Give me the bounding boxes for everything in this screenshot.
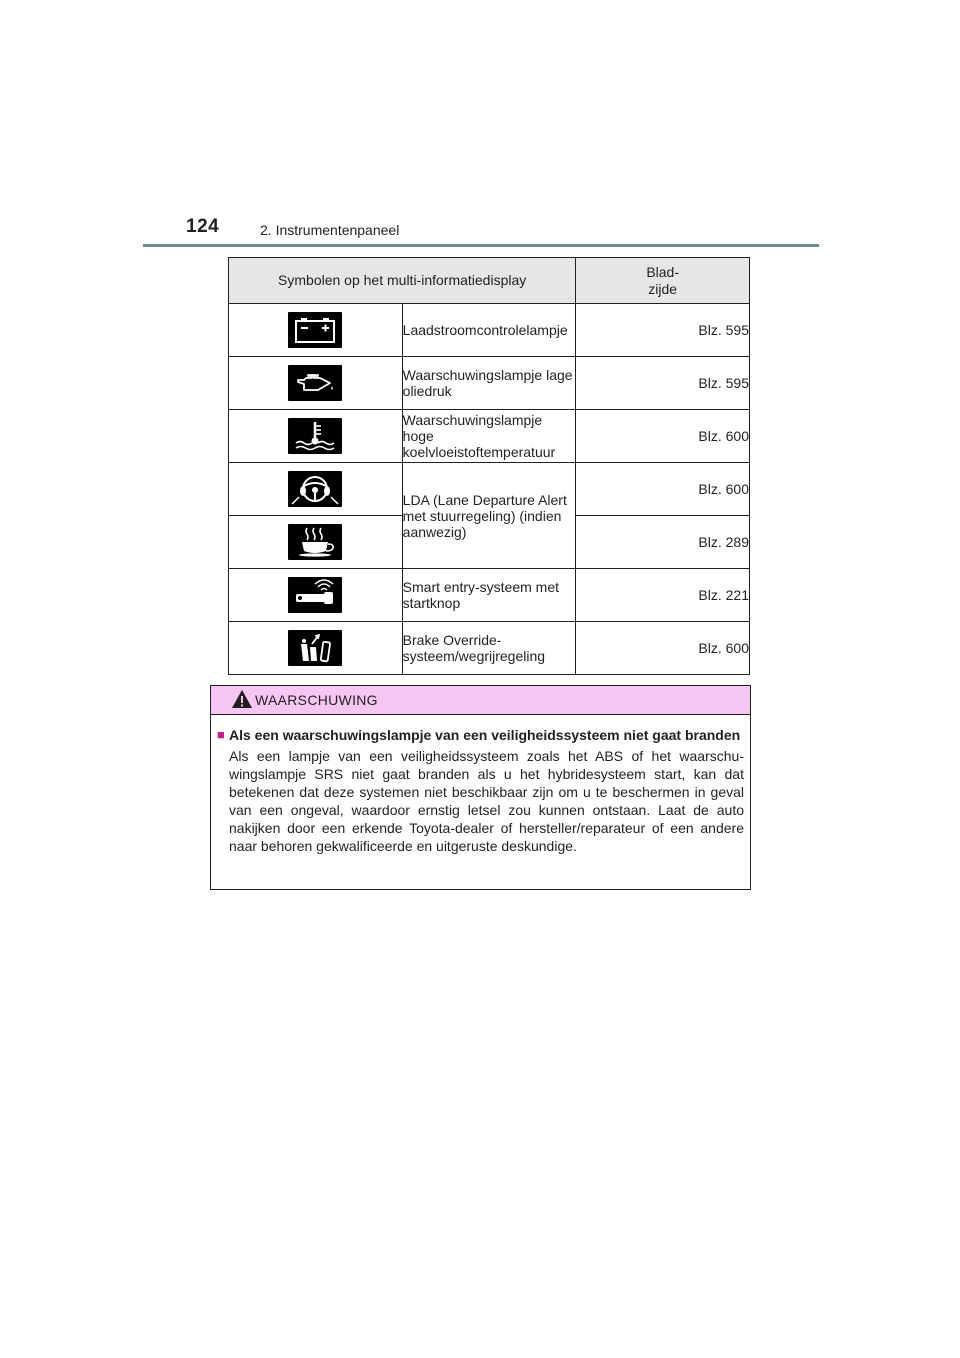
symbols-table <box>228 257 750 675</box>
brake-pedal-override-icon <box>288 630 342 666</box>
warning-label: WAARSCHUWING <box>255 692 378 708</box>
coffee-cup-icon <box>288 524 342 560</box>
coolant-temperature-icon <box>288 418 342 454</box>
table-row <box>229 410 750 463</box>
warning-box <box>210 685 751 890</box>
row-description: Waarschuwingslampje lage oliedruk <box>402 357 576 410</box>
row-page-ref: Blz. 600 <box>576 622 750 675</box>
warning-text: Als een lampje van een veiligheidssysteem zoals het ABS of het waarschu-wingslampje SRS niet gaat branden als u het hybridesysteem start, kan dat betekenen dat deze systemen niet beschikbaar zijn om u te beschermen in geval van een ongeval, waardoor ernstig letsel zou kunnen ontstaan. Laat de auto nakijken door een erkende Toyota-dealer of hersteller/reparateur of een andere naar behoren gekwalificeerde en uitgeruste deskundige. <box>229 748 744 854</box>
row-description: Brake Override-systeem/wegrijregeling <box>402 622 576 675</box>
row-page-ref: Blz. 595 <box>576 304 750 357</box>
table-row <box>229 463 750 516</box>
warning-title-row <box>217 726 744 744</box>
row-description: Waarschuwingslampje hoge koelvloeistoftemperatuur <box>402 410 576 463</box>
column-header-page-line2: zijde <box>648 280 678 297</box>
table-row <box>229 304 750 357</box>
page-number: 124 <box>186 216 220 237</box>
battery-icon <box>288 312 342 348</box>
steering-wheel-hands-icon <box>288 471 342 507</box>
row-description: LDA (Lane Departure Alert met stuurregeling) (indien aanwezig) <box>402 463 576 569</box>
row-page-ref: Blz. 289 <box>576 516 750 569</box>
table-row <box>229 622 750 675</box>
header-divider <box>143 244 819 247</box>
icon-cell <box>229 304 403 357</box>
column-header-symbols: Symbolen op het multi-informatiedisplay <box>229 258 576 304</box>
row-page-ref: Blz. 221 <box>576 569 750 622</box>
icon-cell <box>229 516 403 569</box>
warning-title: Als een waarschuwingslampje van een veiligheidssysteem niet gaat branden <box>229 727 741 743</box>
row-page-ref: Blz. 595 <box>576 357 750 410</box>
table-row <box>229 357 750 410</box>
row-description: Laadstroomcontrolelampje <box>402 304 576 357</box>
icon-cell <box>229 410 403 463</box>
row-description: Smart entry-systeem met startknop <box>402 569 576 622</box>
row-page-ref: Blz. 600 <box>576 463 750 516</box>
bullet-square-icon: ■ <box>217 727 225 742</box>
icon-cell <box>229 357 403 410</box>
table-row <box>229 569 750 622</box>
warning-triangle-icon <box>231 689 253 714</box>
icon-cell <box>229 463 403 516</box>
column-header-page <box>576 258 750 304</box>
warning-body <box>217 726 744 855</box>
section-title: 2. Instrumentenpaneel <box>260 222 400 238</box>
row-page-ref: Blz. 600 <box>576 410 750 463</box>
table-header-row <box>229 258 750 304</box>
smart-key-icon <box>288 577 342 613</box>
oil-can-icon <box>288 365 342 401</box>
column-header-page-line1: Blad- <box>646 263 679 280</box>
icon-cell <box>229 569 403 622</box>
warning-header <box>211 686 750 715</box>
icon-cell <box>229 622 403 675</box>
